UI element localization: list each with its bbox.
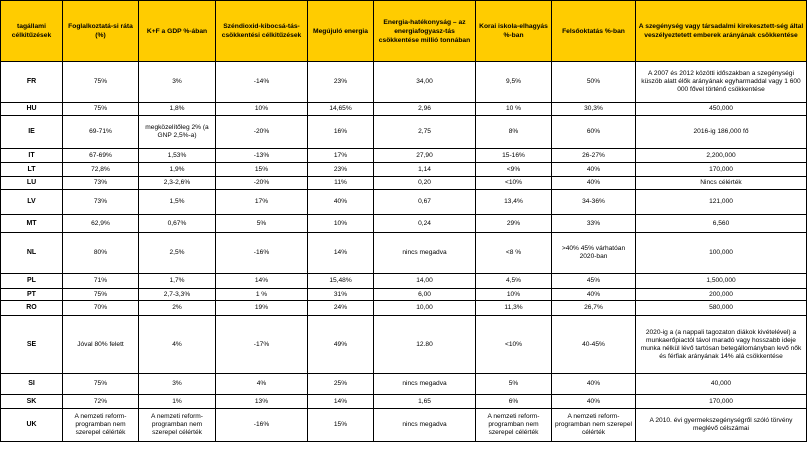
cell-poverty: 2020-ig a (a nappali tagozaton diákok kivételével) a munkaerőpiactól távol maradó vagy hosszabb ideje munka nélkül lévő tartósan betegállományban levő nők és férfiak arányának 14% alá csökkentése: [636, 316, 807, 374]
cell-poverty: Nincs célérték: [636, 177, 807, 190]
cell-tertiary: 34-36%: [552, 190, 636, 215]
cell-rd: 2,5%: [139, 233, 216, 274]
table-row: [1, 190, 807, 215]
cell-employment: 73%: [63, 177, 139, 190]
cell-poverty: 100,000: [636, 233, 807, 274]
cell-efficiency: 1,65: [374, 395, 476, 409]
cell-poverty: 450,000: [636, 103, 807, 116]
header-rd: K+F a GDP %-ában: [139, 1, 216, 62]
table-row: [1, 395, 807, 409]
cell-poverty: 121,000: [636, 190, 807, 215]
table-row: [1, 289, 807, 301]
cell-efficiency: 14,00: [374, 274, 476, 289]
cell-renewable: 11%: [308, 177, 374, 190]
table-row: [1, 215, 807, 233]
cell-rd: 2%: [139, 301, 216, 316]
table-row: [1, 301, 807, 316]
cell-co2: 4%: [216, 374, 308, 395]
cell-poverty: 580,000: [636, 301, 807, 316]
cell-rd: 1,9%: [139, 163, 216, 177]
cell-tertiary: 40%: [552, 177, 636, 190]
cell-employment: Jóval 80% felett: [63, 316, 139, 374]
cell-poverty: 200,000: [636, 289, 807, 301]
cell-tertiary: 40%: [552, 163, 636, 177]
cell-early-leaving: 10%: [476, 289, 552, 301]
cell-poverty: 2016-ig 186,000 fő: [636, 116, 807, 149]
cell-early-leaving: 10 %: [476, 103, 552, 116]
cell-tertiary: 45%: [552, 274, 636, 289]
header-efficiency: Energia-hatékonyság – az energiafogyasz-tás csökkentése millió tonnában: [374, 1, 476, 62]
cell-co2: -13%: [216, 149, 308, 163]
cell-poverty: 40,000: [636, 374, 807, 395]
cell-country: IE: [1, 116, 63, 149]
cell-renewable: 15%: [308, 409, 374, 442]
header-tertiary: Felsőoktatás %-ban: [552, 1, 636, 62]
cell-country: NL: [1, 233, 63, 274]
cell-poverty: 1,500,000: [636, 274, 807, 289]
cell-renewable: 31%: [308, 289, 374, 301]
cell-tertiary: 50%: [552, 62, 636, 103]
cell-renewable: 23%: [308, 163, 374, 177]
cell-efficiency: 10,00: [374, 301, 476, 316]
cell-efficiency: nincs megadva: [374, 374, 476, 395]
cell-country: SI: [1, 374, 63, 395]
cell-employment: 71%: [63, 274, 139, 289]
cell-early-leaving: <9%: [476, 163, 552, 177]
cell-early-leaving: A nemzeti reform-programban nem szerepel célérték: [476, 409, 552, 442]
cell-efficiency: 0,20: [374, 177, 476, 190]
cell-early-leaving: <8 %: [476, 233, 552, 274]
cell-early-leaving: <10%: [476, 316, 552, 374]
cell-employment: 72%: [63, 395, 139, 409]
table-row: [1, 116, 807, 149]
cell-co2: -14%: [216, 62, 308, 103]
cell-efficiency: 1,14: [374, 163, 476, 177]
cell-renewable: 14%: [308, 233, 374, 274]
cell-early-leaving: 5%: [476, 374, 552, 395]
cell-country: LT: [1, 163, 63, 177]
cell-tertiary: 26,7%: [552, 301, 636, 316]
cell-country: SE: [1, 316, 63, 374]
cell-employment: 72,8%: [63, 163, 139, 177]
cell-rd: megközelítőleg 2% (a GNP 2,5%-a): [139, 116, 216, 149]
cell-early-leaving: 29%: [476, 215, 552, 233]
cell-renewable: 14,65%: [308, 103, 374, 116]
cell-country: MT: [1, 215, 63, 233]
cell-tertiary: 26-27%: [552, 149, 636, 163]
cell-employment: 75%: [63, 374, 139, 395]
cell-efficiency: 12.80: [374, 316, 476, 374]
cell-renewable: 16%: [308, 116, 374, 149]
cell-tertiary: 60%: [552, 116, 636, 149]
cell-efficiency: 27,90: [374, 149, 476, 163]
header-employment: Foglalkoztatá-si ráta (%): [63, 1, 139, 62]
cell-rd: 0,67%: [139, 215, 216, 233]
cell-employment: 62,9%: [63, 215, 139, 233]
cell-co2: 14%: [216, 274, 308, 289]
cell-co2: 15%: [216, 163, 308, 177]
cell-tertiary: 40%: [552, 289, 636, 301]
cell-tertiary: 30,3%: [552, 103, 636, 116]
cell-employment: 70%: [63, 301, 139, 316]
cell-efficiency: 2,96: [374, 103, 476, 116]
cell-tertiary: 40%: [552, 374, 636, 395]
cell-renewable: 40%: [308, 190, 374, 215]
cell-tertiary: 40%: [552, 395, 636, 409]
header-early-leaving: Korai iskola-elhagyás %-ban: [476, 1, 552, 62]
cell-employment: 73%: [63, 190, 139, 215]
cell-tertiary: >40% 45% várhatóan 2020-ban: [552, 233, 636, 274]
header-poverty: A szegénység vagy társadalmi kirekesztett-ség által veszélyeztetett emberek arányának csökkentése: [636, 1, 807, 62]
cell-co2: 1 %: [216, 289, 308, 301]
cell-efficiency: 0,67: [374, 190, 476, 215]
table-row: [1, 233, 807, 274]
cell-country: FR: [1, 62, 63, 103]
cell-rd: 2,3-2,6%: [139, 177, 216, 190]
cell-country: HU: [1, 103, 63, 116]
cell-country: IT: [1, 149, 63, 163]
cell-poverty: A 2010. évi gyermekszegénységről szóló törvény meglévő célszámai: [636, 409, 807, 442]
cell-early-leaving: 8%: [476, 116, 552, 149]
cell-renewable: 15,48%: [308, 274, 374, 289]
table-row: [1, 177, 807, 190]
cell-poverty: 2,200,000: [636, 149, 807, 163]
cell-efficiency: 34,00: [374, 62, 476, 103]
cell-early-leaving: 9,5%: [476, 62, 552, 103]
table-row: [1, 316, 807, 374]
cell-co2: -20%: [216, 116, 308, 149]
cell-rd: 3%: [139, 374, 216, 395]
cell-co2: 17%: [216, 190, 308, 215]
cell-co2: 10%: [216, 103, 308, 116]
cell-employment: 69-71%: [63, 116, 139, 149]
header-country: tagállami célkitűzések: [1, 1, 63, 62]
cell-rd: 3%: [139, 62, 216, 103]
header-row: [1, 1, 807, 62]
table-row: [1, 274, 807, 289]
cell-country: LU: [1, 177, 63, 190]
cell-rd: 1,7%: [139, 274, 216, 289]
table-row: [1, 163, 807, 177]
table-row: [1, 149, 807, 163]
cell-rd: 1%: [139, 395, 216, 409]
cell-poverty: 170,000: [636, 395, 807, 409]
header-renewable: Megújuló energia: [308, 1, 374, 62]
cell-country: PT: [1, 289, 63, 301]
cell-country: PL: [1, 274, 63, 289]
cell-co2: 19%: [216, 301, 308, 316]
cell-co2: -16%: [216, 233, 308, 274]
cell-efficiency: nincs megadva: [374, 409, 476, 442]
cell-poverty: 6,560: [636, 215, 807, 233]
cell-employment: 75%: [63, 62, 139, 103]
cell-rd: A nemzeti reform-programban nem szerepel célérték: [139, 409, 216, 442]
cell-rd: 1,53%: [139, 149, 216, 163]
cell-poverty: A 2007 és 2012 közötti időszakban a szegénységi küszöb alatt élők arányának egyharmaddal vagy 1 600 000 fővel történő csökkentése: [636, 62, 807, 103]
cell-rd: 4%: [139, 316, 216, 374]
cell-rd: 2,7-3,3%: [139, 289, 216, 301]
cell-co2: 13%: [216, 395, 308, 409]
cell-co2: -20%: [216, 177, 308, 190]
cell-tertiary: A nemzeti reform-programban nem szerepel célérték: [552, 409, 636, 442]
cell-country: RO: [1, 301, 63, 316]
cell-rd: 1,5%: [139, 190, 216, 215]
cell-efficiency: nincs megadva: [374, 233, 476, 274]
cell-renewable: 49%: [308, 316, 374, 374]
cell-renewable: 17%: [308, 149, 374, 163]
cell-renewable: 24%: [308, 301, 374, 316]
cell-country: LV: [1, 190, 63, 215]
cell-renewable: 10%: [308, 215, 374, 233]
cell-employment: 75%: [63, 103, 139, 116]
cell-tertiary: 33%: [552, 215, 636, 233]
cell-early-leaving: 11,3%: [476, 301, 552, 316]
cell-co2: -16%: [216, 409, 308, 442]
cell-renewable: 23%: [308, 62, 374, 103]
cell-early-leaving: 4,5%: [476, 274, 552, 289]
table-row: [1, 103, 807, 116]
cell-efficiency: 0,24: [374, 215, 476, 233]
cell-efficiency: 6,00: [374, 289, 476, 301]
header-co2: Széndioxid-kibocsá-tás-csökkentési célkitűzések: [216, 1, 308, 62]
cell-employment: A nemzeti reform-programban nem szerepel célérték: [63, 409, 139, 442]
cell-early-leaving: 15-16%: [476, 149, 552, 163]
cell-early-leaving: 13,4%: [476, 190, 552, 215]
cell-country: UK: [1, 409, 63, 442]
cell-renewable: 14%: [308, 395, 374, 409]
cell-rd: 1,8%: [139, 103, 216, 116]
cell-employment: 75%: [63, 289, 139, 301]
cell-efficiency: 2,75: [374, 116, 476, 149]
cell-country: SK: [1, 395, 63, 409]
table-row: [1, 62, 807, 103]
cell-early-leaving: <10%: [476, 177, 552, 190]
cell-renewable: 25%: [308, 374, 374, 395]
cell-employment: 67-69%: [63, 149, 139, 163]
cell-poverty: 170,000: [636, 163, 807, 177]
cell-co2: -17%: [216, 316, 308, 374]
table-row: [1, 409, 807, 442]
cell-co2: 5%: [216, 215, 308, 233]
cell-tertiary: 40-45%: [552, 316, 636, 374]
cell-early-leaving: 6%: [476, 395, 552, 409]
cell-employment: 80%: [63, 233, 139, 274]
table-row: [1, 374, 807, 395]
